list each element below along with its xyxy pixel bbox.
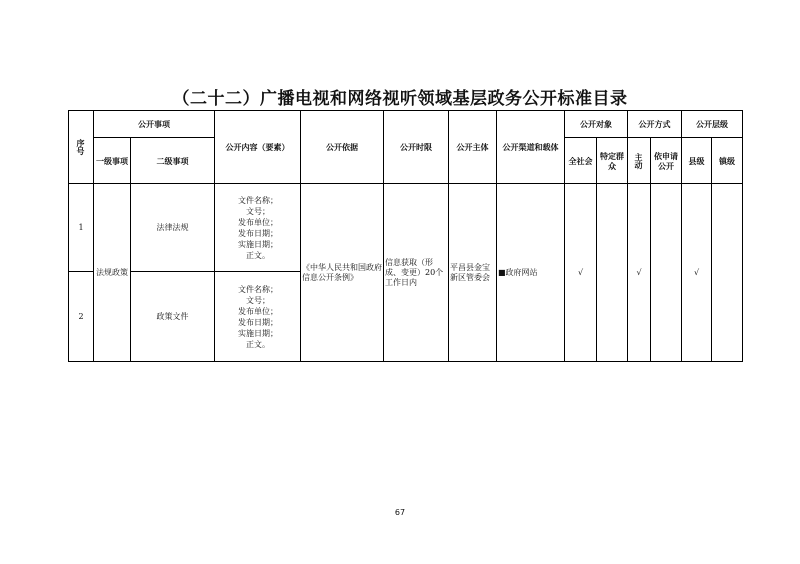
content-header: 公开内容（要素） (215, 111, 301, 184)
method-active-header: 主动 (628, 138, 651, 184)
basis-cell: 《中华人民共和国政府信息公开条例》 (301, 184, 384, 362)
header-row-1 (69, 111, 743, 138)
subject-cell: 平昌县金宝新区管委会 (449, 184, 497, 362)
method-group-header: 公开方式 (628, 111, 682, 138)
target-specific-header: 特定群众 (597, 138, 628, 184)
seq-header: 序号 (69, 111, 94, 184)
matter-group-header: 公开事项 (94, 111, 215, 138)
channel-header: 公开渠道和载体 (497, 111, 565, 184)
method-active-mark: √ (628, 184, 651, 362)
page-title: （二十二）广播电视和网络视听领域基层政务公开标准目录 (172, 89, 628, 109)
time-limit-cell: 信息获取（形成、变更）20个工作日内 (384, 184, 449, 362)
method-request-cell (651, 184, 682, 362)
level-county-header: 县级 (682, 138, 712, 184)
method-request-header: 依申请公开 (651, 138, 682, 184)
page-number: 67 (394, 508, 406, 517)
level2-header: 二级事项 (131, 138, 215, 184)
target-all-header: 全社会 (565, 138, 597, 184)
disclosure-catalog-table (68, 110, 743, 362)
level1-header: 一级事项 (94, 138, 131, 184)
target-group-header: 公开对象 (565, 111, 628, 138)
subject-header: 公开主体 (449, 111, 497, 184)
level1-cell: 法规政策 (94, 184, 131, 362)
channel-cell: ■政府网站 (497, 184, 565, 362)
row-seq: 1 (69, 184, 94, 272)
target-specific-cell (597, 184, 628, 362)
row-seq: 2 (69, 272, 94, 362)
table-row (69, 184, 743, 272)
target-all-mark: √ (565, 184, 597, 362)
row-level2: 政策文件 (131, 272, 215, 362)
level-group-header: 公开层级 (682, 111, 743, 138)
row-content: 文件名称； 文号； 发布单位； 发布日期； 实施日期； 正文。 (215, 184, 301, 272)
basis-header: 公开依据 (301, 111, 384, 184)
time-limit-header: 公开时限 (384, 111, 449, 184)
level-township-cell (712, 184, 743, 362)
row-level2: 法律法规 (131, 184, 215, 272)
row-content: 文件名称； 文号； 发布单位； 发布日期； 实施日期； 正文。 (215, 272, 301, 362)
level-county-mark: √ (682, 184, 712, 362)
level-township-header: 镇级 (712, 138, 743, 184)
